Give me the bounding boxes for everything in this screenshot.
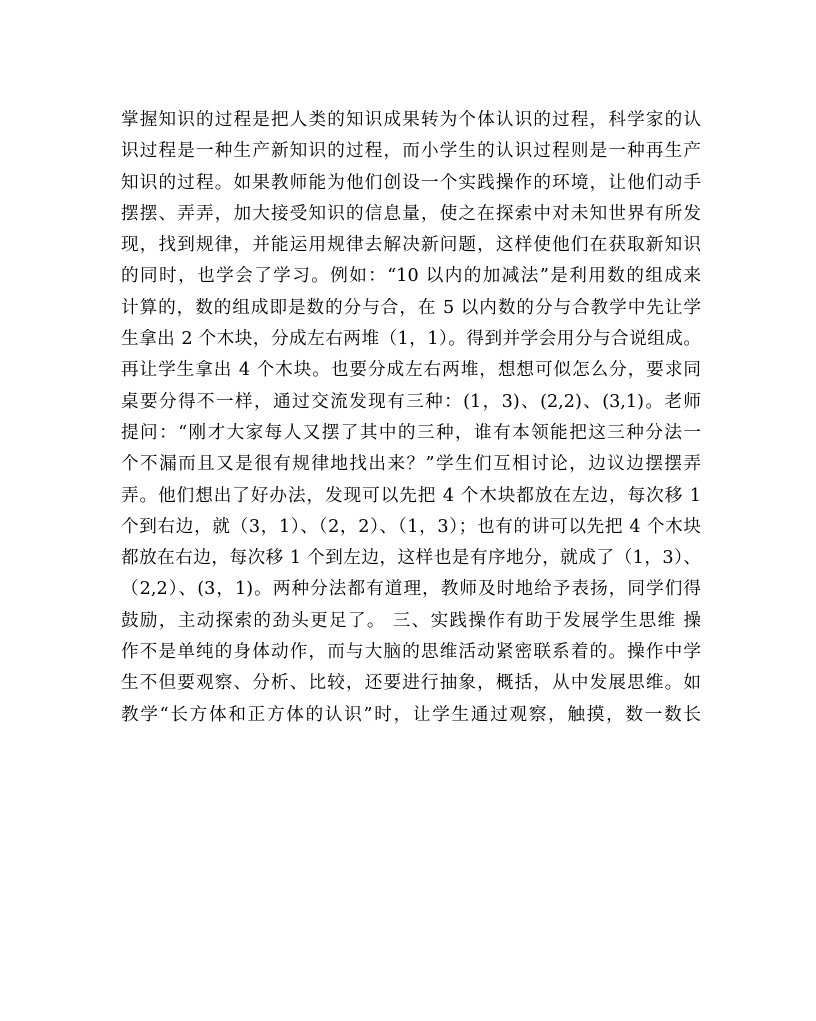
text-line: 摆摆、弄弄，加大接受知识的信息量，使之在探索中对未知世界有所发	[121, 203, 701, 224]
text-line: 识过程是一种生产新知识的过程，而小学生的认识过程则是一种再生产	[121, 141, 701, 162]
text-line: 现，找到规律，并能运用规律去解决新问题，这样使他们在获取新知识	[121, 235, 701, 256]
text-line: 的同时，也学会了学习。例如：“10 以内的加减法”是利用数的组成来	[121, 266, 701, 287]
text-line: 生拿出 2 个木块，分成左右两堆（1，1）。得到并学会用分与合说组成。	[121, 329, 701, 350]
text-line: 知识的过程。如果教师能为他们创设一个实践操作的环境，让他们动手	[121, 172, 701, 193]
body-text	[121, 105, 701, 731]
text-line: 鼓励，主动探索的劲头更足了。 三、实践操作有助于发展学生思维 操	[121, 610, 701, 631]
text-line: 再让学生拿出 4 个木块。也要分成左右两堆，想想可似怎么分，要求同	[121, 360, 701, 381]
text-line: 计算的，数的组成即是数的分与合，在 5 以内数的分与合教学中先让学	[121, 297, 701, 318]
text-line: 提问：“刚才大家每人又摆了其中的三种，谁有本领能把这三种分法一	[121, 422, 701, 443]
text-line: 教学“长方体和正方体的认识”时，让学生通过观察，触摸，数一数长	[121, 704, 701, 725]
text-line: 都放在右边，每次移 1 个到左边，这样也是有序地分，就成了（1，3）、	[121, 548, 701, 569]
text-line: 桌要分得不一样，通过交流发现有三种：(1，3)、(2,2)、(3,1)。老师	[121, 391, 701, 412]
text-line: 作不是单纯的身体动作，而与大脑的思维活动紧密联系着的。操作中学	[121, 642, 701, 663]
text-line: 个到右边，就（3，1）、（2，2）、（1，3）；也有的讲可以先把 4 个木块	[121, 516, 701, 537]
text-line: 生不但要观察、分析、比较，还要进行抽象，概括，从中发展思维。如	[121, 673, 701, 694]
text-line: 个不漏而且又是很有规律地找出来？”学生们互相讨论，边议边摆摆弄	[121, 454, 701, 475]
text-line: 掌握知识的过程是把人类的知识成果转为个体认识的过程，科学家的认	[121, 110, 701, 130]
text-line: （2,2）、(3，1)。两种分法都有道理，教师及时地给予表扬，同学们得	[121, 579, 701, 600]
text-line: 弄。他们想出了好办法，发现可以先把 4 个木块都放在左边，每次移 1	[121, 485, 701, 506]
